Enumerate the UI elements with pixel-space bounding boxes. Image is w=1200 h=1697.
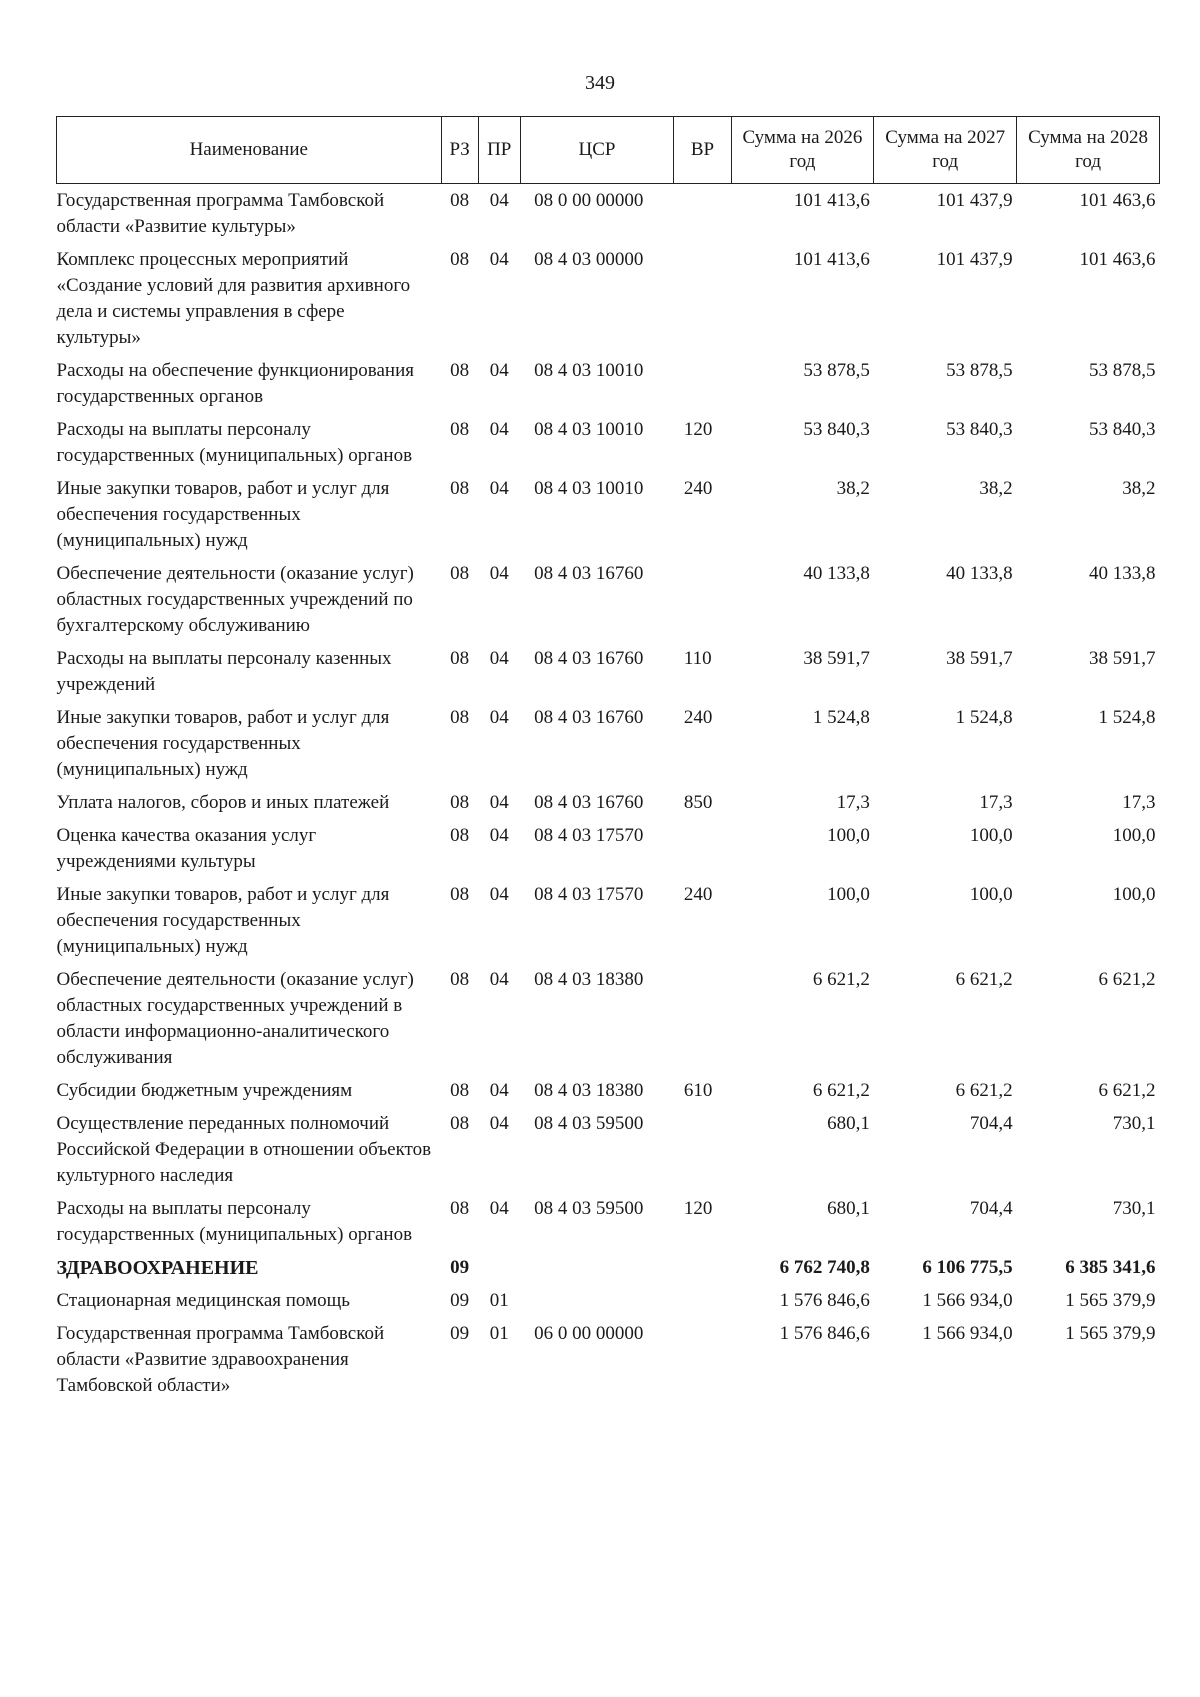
budget-table xyxy=(56,116,1160,1402)
cell-csr: 08 4 03 18380 xyxy=(534,969,644,990)
table-row xyxy=(57,1284,1160,1317)
header-csr: ЦСР xyxy=(520,117,674,184)
cell-vr: 240 xyxy=(683,884,713,905)
cell-vr xyxy=(674,243,731,354)
header-vr: ВР xyxy=(674,117,731,184)
cell-vr: 110 xyxy=(683,648,712,669)
cell-pr: 01 xyxy=(489,1290,509,1311)
table-row xyxy=(57,642,1160,701)
cell-sum-2027: 1 566 934,0 xyxy=(922,1323,1013,1344)
cell-sum-2026: 53 840,3 xyxy=(803,419,870,440)
cell-pr: 04 xyxy=(489,1080,509,1101)
table-row xyxy=(57,354,1160,413)
cell-sum-2026: 38,2 xyxy=(836,478,870,499)
cell-csr: 08 4 03 17570 xyxy=(534,884,644,905)
cell-name: Стационарная медицинская помощь xyxy=(56,1290,350,1311)
cell-vr xyxy=(674,557,731,642)
cell-pr: 04 xyxy=(489,884,509,905)
cell-sum-2027: 53 878,5 xyxy=(946,360,1013,381)
cell-csr xyxy=(520,1284,674,1317)
cell-pr: 04 xyxy=(489,478,509,499)
cell-sum-2026: 6 621,2 xyxy=(812,1080,870,1101)
cell-rz: 08 xyxy=(450,190,470,211)
cell-sum-2028: 38 591,7 xyxy=(1089,648,1156,669)
cell-sum-2027: 38 591,7 xyxy=(946,648,1013,669)
cell-vr: 610 xyxy=(683,1080,713,1101)
cell-csr: 08 0 00 00000 xyxy=(534,190,644,211)
cell-vr xyxy=(674,1317,731,1402)
cell-rz: 08 xyxy=(450,884,470,905)
cell-name: Иные закупки товаров, работ и услуг для обеспечения государственных (муниципальных) нужд xyxy=(56,478,390,551)
cell-csr: 08 4 03 16760 xyxy=(534,707,644,728)
cell-name: Расходы на обеспечение функционирования государственных органов xyxy=(56,360,414,407)
cell-csr xyxy=(520,1251,674,1284)
table-row xyxy=(57,701,1160,786)
table-row-section xyxy=(57,1251,1160,1284)
table-row xyxy=(57,1192,1160,1251)
cell-pr: 04 xyxy=(489,969,509,990)
cell-vr xyxy=(674,963,731,1074)
cell-sum-2027: 704,4 xyxy=(969,1113,1013,1134)
cell-name: Государственная программа Тамбовской области «Развитие культуры» xyxy=(56,190,385,237)
cell-sum-2027: 17,3 xyxy=(979,792,1013,813)
cell-sum-2026: 17,3 xyxy=(836,792,870,813)
cell-rz: 09 xyxy=(450,1290,470,1311)
cell-sum-2027: 101 437,9 xyxy=(936,249,1013,270)
cell-sum-2028: 6 385 341,6 xyxy=(1065,1257,1156,1278)
cell-rz: 08 xyxy=(450,419,470,440)
cell-sum-2028: 100,0 xyxy=(1112,825,1156,846)
cell-vr: 120 xyxy=(683,1198,713,1219)
cell-rz: 08 xyxy=(450,1080,470,1101)
cell-csr: 08 4 03 59500 xyxy=(534,1198,644,1219)
cell-vr: 850 xyxy=(683,792,713,813)
cell-name: Государственная программа Тамбовской области «Развитие здравоохранения Тамбовской области» xyxy=(56,1323,385,1396)
cell-rz: 08 xyxy=(450,563,470,584)
cell-vr: 120 xyxy=(683,419,713,440)
cell-sum-2028: 6 621,2 xyxy=(1098,969,1156,990)
cell-sum-2028: 730,1 xyxy=(1112,1198,1156,1219)
cell-name: ЗДРАВООХРАНЕНИЕ xyxy=(56,1257,259,1279)
table-row xyxy=(57,878,1160,963)
cell-name: Обеспечение деятельности (оказание услуг) областных государственных учреждений в области информационно-аналитического обслуживания xyxy=(56,969,414,1068)
cell-rz: 08 xyxy=(450,1113,470,1134)
table-row xyxy=(57,184,1160,244)
cell-sum-2027: 40 133,8 xyxy=(946,563,1013,584)
cell-rz: 08 xyxy=(450,360,470,381)
cell-csr: 08 4 03 10010 xyxy=(534,478,644,499)
cell-pr: 04 xyxy=(489,419,509,440)
cell-sum-2027: 100,0 xyxy=(969,825,1013,846)
cell-sum-2026: 680,1 xyxy=(827,1198,870,1219)
cell-name: Расходы на выплаты персоналу государственных (муниципальных) органов xyxy=(56,1198,413,1245)
table-row xyxy=(57,557,1160,642)
cell-sum-2026: 53 878,5 xyxy=(803,360,870,381)
table-row xyxy=(57,786,1160,819)
cell-csr: 08 4 03 18380 xyxy=(534,1080,644,1101)
cell-vr xyxy=(674,354,731,413)
cell-sum-2028: 100,0 xyxy=(1112,884,1156,905)
cell-sum-2028: 53 878,5 xyxy=(1089,360,1156,381)
cell-name: Расходы на выплаты персоналу государственных (муниципальных) органов xyxy=(56,419,413,466)
cell-name: Комплекс процессных мероприятий «Создание условий для развития архивного дела и системы управления в сфере культуры» xyxy=(56,249,411,348)
table-row xyxy=(57,819,1160,878)
cell-csr: 06 0 00 00000 xyxy=(534,1323,644,1344)
cell-sum-2027: 6 106 775,5 xyxy=(922,1257,1013,1278)
table-row xyxy=(57,413,1160,472)
cell-sum-2026: 101 413,6 xyxy=(793,249,870,270)
table-header xyxy=(57,117,1160,184)
cell-sum-2026: 6 621,2 xyxy=(812,969,870,990)
cell-name: Расходы на выплаты персоналу казенных учреждений xyxy=(56,648,392,695)
cell-sum-2028: 1 524,8 xyxy=(1098,707,1156,728)
cell-sum-2027: 6 621,2 xyxy=(955,1080,1013,1101)
cell-vr xyxy=(674,819,731,878)
cell-rz: 08 xyxy=(450,825,470,846)
cell-pr: 04 xyxy=(489,190,509,211)
cell-sum-2027: 704,4 xyxy=(969,1198,1013,1219)
header-sum-2028: Сумма на 2028 год xyxy=(1017,117,1160,184)
cell-csr: 08 4 03 59500 xyxy=(534,1113,644,1134)
cell-rz: 08 xyxy=(450,1198,470,1219)
cell-rz: 08 xyxy=(450,249,470,270)
header-sum-2027: Сумма на 2027 год xyxy=(874,117,1017,184)
cell-pr: 04 xyxy=(489,792,509,813)
cell-sum-2027: 1 524,8 xyxy=(955,707,1013,728)
header-pr: ПР xyxy=(478,117,520,184)
budget-table-container xyxy=(56,116,1160,1402)
cell-sum-2028: 1 565 379,9 xyxy=(1065,1290,1156,1311)
cell-sum-2028: 6 621,2 xyxy=(1098,1080,1156,1101)
table-row xyxy=(57,1074,1160,1107)
header-rz: РЗ xyxy=(441,117,478,184)
cell-csr: 08 4 03 16760 xyxy=(534,792,644,813)
cell-vr: 240 xyxy=(683,707,713,728)
cell-pr xyxy=(478,1251,520,1284)
cell-sum-2026: 100,0 xyxy=(827,825,870,846)
cell-vr xyxy=(674,1107,731,1192)
cell-csr: 08 4 03 16760 xyxy=(534,563,644,584)
cell-sum-2027: 100,0 xyxy=(969,884,1013,905)
cell-csr: 08 4 03 10010 xyxy=(534,360,644,381)
cell-rz: 08 xyxy=(450,707,470,728)
cell-rz: 08 xyxy=(450,969,470,990)
cell-csr: 08 4 03 16760 xyxy=(534,648,644,669)
table-body xyxy=(57,184,1160,1403)
cell-csr: 08 4 03 10010 xyxy=(534,419,644,440)
cell-rz: 08 xyxy=(450,792,470,813)
cell-pr: 04 xyxy=(489,563,509,584)
page-number: 349 xyxy=(585,72,615,94)
cell-sum-2027: 53 840,3 xyxy=(946,419,1013,440)
table-row xyxy=(57,472,1160,557)
cell-sum-2028: 17,3 xyxy=(1122,792,1156,813)
cell-sum-2026: 1 576 846,6 xyxy=(779,1290,870,1311)
cell-name: Оценка качества оказания услуг учреждениями культуры xyxy=(56,825,317,872)
cell-sum-2028: 730,1 xyxy=(1112,1113,1156,1134)
cell-pr: 04 xyxy=(489,707,509,728)
cell-sum-2026: 1 524,8 xyxy=(812,707,870,728)
cell-rz: 09 xyxy=(450,1323,470,1344)
cell-sum-2027: 38,2 xyxy=(979,478,1013,499)
table-row xyxy=(57,963,1160,1074)
cell-sum-2026: 1 576 846,6 xyxy=(779,1323,870,1344)
cell-vr: 240 xyxy=(683,478,713,499)
cell-sum-2026: 680,1 xyxy=(827,1113,870,1134)
cell-name: Субсидии бюджетным учреждениям xyxy=(56,1080,353,1101)
header-sum-2026: Сумма на 2026 год xyxy=(731,117,874,184)
cell-name: Осуществление переданных полномочий Российской Федерации в отношении объектов культурного наследия xyxy=(56,1113,432,1186)
cell-name: Иные закупки товаров, работ и услуг для обеспечения государственных (муниципальных) нужд xyxy=(56,884,390,957)
cell-rz: 09 xyxy=(450,1257,470,1278)
cell-sum-2026: 6 762 740,8 xyxy=(779,1257,870,1278)
cell-rz: 08 xyxy=(450,478,470,499)
cell-vr xyxy=(674,184,731,244)
table-row xyxy=(57,1317,1160,1402)
cell-csr: 08 4 03 00000 xyxy=(534,249,644,270)
cell-sum-2028: 1 565 379,9 xyxy=(1065,1323,1156,1344)
cell-sum-2026: 100,0 xyxy=(827,884,870,905)
table-row xyxy=(57,243,1160,354)
cell-sum-2027: 1 566 934,0 xyxy=(922,1290,1013,1311)
cell-pr: 04 xyxy=(489,1113,509,1134)
cell-sum-2027: 101 437,9 xyxy=(936,190,1013,211)
cell-pr: 04 xyxy=(489,648,509,669)
cell-vr xyxy=(674,1251,731,1284)
cell-pr: 01 xyxy=(489,1323,509,1344)
cell-pr: 04 xyxy=(489,825,509,846)
cell-pr: 04 xyxy=(489,1198,509,1219)
cell-sum-2028: 40 133,8 xyxy=(1089,563,1156,584)
cell-name: Обеспечение деятельности (оказание услуг) областных государственных учреждений по бухгалтерскому обслуживанию xyxy=(56,563,414,636)
cell-vr xyxy=(674,1284,731,1317)
cell-pr: 04 xyxy=(489,249,509,270)
cell-name: Уплата налогов, сборов и иных платежей xyxy=(56,792,390,813)
cell-rz: 08 xyxy=(450,648,470,669)
cell-sum-2028: 38,2 xyxy=(1122,478,1156,499)
cell-pr: 04 xyxy=(489,360,509,381)
cell-csr: 08 4 03 17570 xyxy=(534,825,644,846)
cell-sum-2026: 40 133,8 xyxy=(803,563,870,584)
cell-name: Иные закупки товаров, работ и услуг для обеспечения государственных (муниципальных) нужд xyxy=(56,707,390,780)
cell-sum-2028: 53 840,3 xyxy=(1089,419,1156,440)
cell-sum-2028: 101 463,6 xyxy=(1079,190,1156,211)
cell-sum-2026: 38 591,7 xyxy=(803,648,870,669)
table-row xyxy=(57,1107,1160,1192)
cell-sum-2026: 101 413,6 xyxy=(793,190,870,211)
cell-sum-2028: 101 463,6 xyxy=(1079,249,1156,270)
cell-sum-2027: 6 621,2 xyxy=(955,969,1013,990)
header-name: Наименование xyxy=(57,117,442,184)
